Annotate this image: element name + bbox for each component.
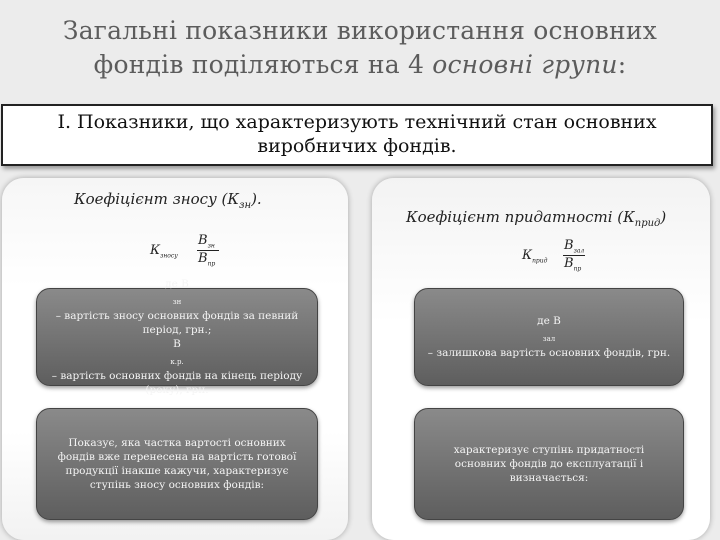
definition-line-2	[49, 337, 305, 397]
formula-denominator	[564, 256, 581, 273]
def-c: В	[173, 338, 181, 350]
formula-k	[150, 243, 178, 260]
depreciation-title-sub: зн	[239, 200, 252, 211]
formula-den-letter: В	[564, 256, 574, 271]
definition-line-1	[49, 277, 305, 337]
def-c-sub: к.р.	[170, 358, 184, 367]
banner-line-1: І. Показники, що характеризують технічний стан основних	[57, 111, 657, 133]
suitability-title-text: Коефіцієнт придатності (К	[406, 208, 635, 226]
suitability-meaning-box	[414, 408, 684, 520]
def-d: – вартість основних фондів на кінець періоду (року), грн.	[51, 370, 303, 397]
suitability-panel	[372, 178, 710, 540]
formula-den-sub: пр	[573, 265, 582, 273]
title-line-1: Загальні показники використання основних	[62, 16, 658, 45]
banner-line-2: виробничих фондів.	[257, 135, 457, 157]
formula-num-letter: В	[198, 233, 208, 248]
formula-k-letter: К	[522, 248, 533, 263]
formula-numerator	[564, 238, 584, 255]
formula-numerator	[198, 233, 215, 250]
depreciation-panel	[2, 178, 348, 540]
title-line-2-text: фондів поділяються на 4	[93, 50, 433, 79]
depreciation-title-text: Коефіцієнт зносу (К	[74, 190, 240, 208]
slide-title	[0, 14, 720, 82]
formula-num-sub: зал	[573, 247, 585, 255]
definition-line	[427, 314, 671, 360]
depreciation-meaning-box	[36, 408, 318, 520]
depreciation-definition-box	[36, 277, 318, 397]
depreciation-meaning-text: Показує, яка частка вартості основних фондів вже перенесена на вартість готової продукції інакше кажучи, характеризує ступінь зносу основних фондів:	[57, 437, 297, 491]
formula-k-sub: зносу	[160, 252, 178, 260]
def-b: – залишкова вартість основних фондів, грн.	[427, 347, 671, 360]
depreciation-title-end: ).	[251, 190, 262, 208]
section-banner	[1, 104, 713, 166]
suitability-definition-box	[414, 288, 684, 386]
suitability-title-end: )	[660, 208, 667, 226]
depreciation-title	[74, 190, 262, 211]
def-a-sub: зн	[172, 298, 182, 306]
suitability-title	[406, 208, 666, 229]
title-line-2	[0, 48, 720, 82]
formula-num-letter: В	[564, 238, 574, 253]
formula-num-sub: зн	[207, 242, 215, 250]
formula-denominator	[198, 251, 215, 268]
def-a: де В	[165, 277, 189, 290]
formula-den-letter: В	[198, 251, 208, 266]
formula-den-sub: пр	[207, 260, 216, 268]
formula-k-letter: К	[150, 243, 161, 258]
title-line-2-italic: основні групи	[432, 50, 618, 79]
suitability-meaning-text: характеризує ступінь придатності основних фондів до експлуатації і визначається:	[453, 444, 645, 484]
def-b: – вартість зносу основних фондів за певний період, грн.;	[55, 310, 299, 336]
def-a-sub: зал	[542, 335, 556, 344]
title-line-2-colon: :	[617, 50, 627, 79]
formula-k-sub: прид	[532, 257, 548, 265]
suitability-title-sub: прид	[634, 218, 661, 229]
def-a: де В	[537, 314, 561, 327]
formula-k	[522, 248, 547, 265]
